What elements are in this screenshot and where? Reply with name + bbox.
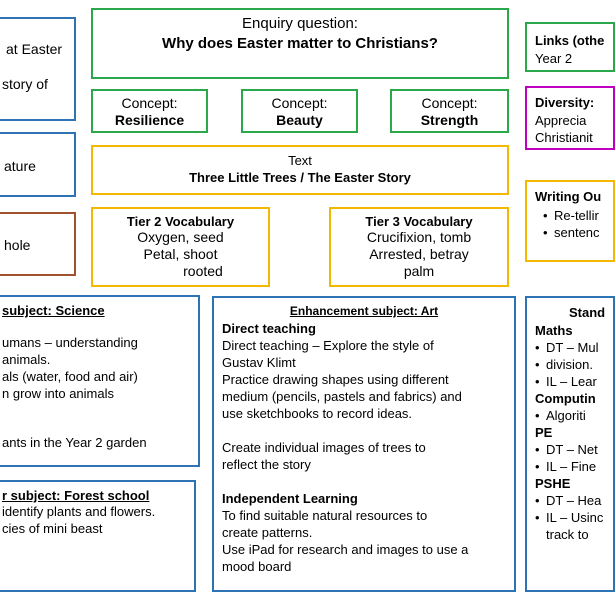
writing-bullet: • sentenc (543, 224, 600, 241)
science-box (0, 295, 200, 467)
left-box-nature (0, 132, 76, 197)
art-line: use sketchbooks to record ideas. (222, 406, 413, 421)
maths-item: • DT – Mul (535, 339, 603, 356)
tier2-line: rooted (183, 263, 223, 279)
diversity-line: Apprecia (535, 113, 587, 128)
art-line: reflect the story (222, 457, 311, 472)
maths-item-cont (535, 356, 603, 373)
art-line: To find suitable natural resources to (222, 508, 428, 523)
concept-label: Concept: (271, 95, 328, 111)
tier3-line: Crucifixion, tomb (366, 229, 472, 245)
pe-heading: PE (535, 425, 553, 440)
art-title: Enhancement subject: Art (289, 304, 439, 318)
tier2-vocabulary-box (91, 207, 270, 287)
pshe-item: • DT – Hea (535, 492, 603, 509)
diversity-line: Christianit (535, 130, 593, 145)
links-title: Links (othe (535, 33, 605, 48)
independent-learning-heading: Independent Learning (222, 491, 358, 506)
writing-title: Writing Ou (535, 189, 602, 204)
art-line: Practice drawing shapes using different (222, 372, 449, 387)
science-line: als (water, food and air) (2, 369, 138, 384)
art-line: Direct teaching – Explore the style of (222, 338, 434, 353)
forest-title: r subject: Forest school (2, 488, 150, 503)
maths-item: division. (546, 357, 593, 372)
left-box-whole (0, 212, 76, 276)
forest-line: identify plants and flowers. (2, 504, 156, 519)
art-line: medium (pencils, pastels and fabrics) and (222, 389, 462, 404)
left-box-line: at Easter (6, 41, 63, 57)
concept-value: Resilience (114, 112, 185, 128)
science-line: animals. (2, 352, 51, 367)
concept-box-strength (390, 89, 509, 133)
pe-item: • IL – Fine (535, 458, 603, 475)
pshe-heading: PSHE (535, 476, 571, 491)
links-line: Year 2 (535, 51, 573, 66)
diversity-title: Diversity: (535, 95, 595, 110)
pe-item: • DT – Net (535, 441, 603, 458)
pshe-item: track to (546, 527, 589, 542)
concept-label: Concept: (421, 95, 478, 111)
enquiry-question-box (91, 8, 509, 79)
tier3-line: palm (403, 263, 435, 279)
links-box (525, 22, 615, 72)
forest-line: cies of mini beast (2, 521, 103, 536)
science-line: n grow into animals (2, 386, 114, 401)
art-line: create patterns. (222, 525, 313, 540)
left-box-line: story of (2, 76, 48, 92)
tier2-line: Petal, shoot (143, 246, 218, 262)
art-line: Create individual images of trees to (222, 440, 426, 455)
maths-heading: Maths (535, 323, 573, 338)
concept-label: Concept: (121, 95, 178, 111)
pshe-item: • IL – Usinc (535, 509, 603, 526)
art-line: mood board (222, 559, 292, 574)
computing-heading: Computin (535, 391, 596, 406)
concept-value: Beauty (276, 112, 323, 128)
concept-box-resilience (91, 89, 208, 133)
art-line: Use iPad for research and images to use a (222, 542, 469, 557)
text-value: Three Little Trees / The Easter Story (189, 170, 411, 185)
text-label: Text (288, 153, 312, 168)
art-enhancement-box (212, 296, 516, 592)
enquiry-label: Enquiry question: (242, 15, 358, 32)
art-line: Gustav Klimt (222, 355, 296, 370)
maths-item: • IL – Lear (535, 373, 603, 390)
science-title: subject: Science (2, 303, 105, 318)
computing-item: • Algoriti (535, 407, 603, 424)
diversity-box (525, 86, 615, 150)
tier2-title: Tier 2 Vocabulary (126, 214, 235, 229)
left-box-line: hole (4, 237, 31, 253)
science-line: umans – understanding (2, 335, 138, 350)
tier3-vocabulary-box (329, 207, 509, 287)
science-line: ants in the Year 2 garden (2, 435, 147, 450)
concept-box-beauty (241, 89, 358, 133)
left-box-easter (0, 17, 76, 121)
forest-school-box (0, 480, 196, 592)
text-box (91, 145, 509, 195)
concept-value: Strength (420, 112, 479, 128)
direct-teaching-heading: Direct teaching (222, 321, 316, 336)
enquiry-question: Why does Easter matter to Christians? (162, 35, 438, 52)
writing-bullet: • Re-tellir (543, 207, 600, 224)
writing-outcome-box (525, 180, 615, 262)
tier3-title: Tier 3 Vocabulary (365, 214, 473, 229)
tier2-line: Oxygen, seed (137, 229, 224, 245)
standalone-title: Stand (569, 305, 606, 320)
left-box-line: ature (4, 158, 36, 174)
tier3-line: Arrested, betray (369, 246, 469, 262)
standalone-box (525, 296, 615, 592)
